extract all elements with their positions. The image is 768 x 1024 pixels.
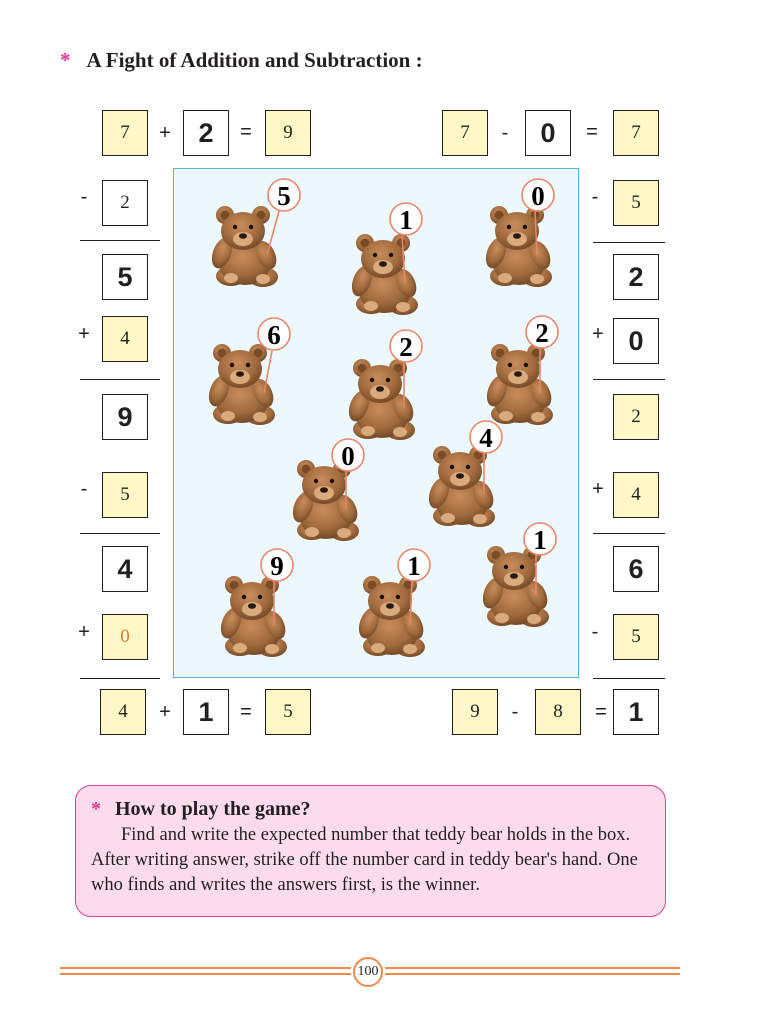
left-chain-value-4: 4 bbox=[102, 546, 148, 592]
left-divider-2 bbox=[80, 379, 160, 380]
right-bottom-result: 1 bbox=[613, 689, 659, 735]
right-chain-value-0: 0 bbox=[613, 318, 659, 364]
star-bullet-icon: * bbox=[60, 48, 71, 72]
right-op-plus-2: + bbox=[592, 478, 604, 500]
right-top-result[interactable]: 7 bbox=[613, 110, 659, 156]
bear-number[interactable]: 2 bbox=[535, 318, 549, 348]
how-to-play-title bbox=[91, 798, 651, 821]
right-chain-value-2a: 2 bbox=[613, 254, 659, 300]
footer-rule-left-bottom bbox=[60, 973, 351, 975]
teddy-bear-2 bbox=[329, 199, 459, 329]
page-number: 100 bbox=[353, 957, 383, 987]
right-bottom-minuend[interactable]: 9 bbox=[452, 689, 498, 735]
footer-rule-left-top bbox=[60, 967, 351, 969]
teddy-bear-7 bbox=[270, 425, 400, 555]
right-chain-answer-3[interactable]: 4 bbox=[613, 472, 659, 518]
left-divider-3 bbox=[80, 533, 160, 534]
bear-number[interactable]: 1 bbox=[407, 551, 421, 581]
left-chain-value-5: 5 bbox=[102, 254, 148, 300]
right-op-minus-2: - bbox=[591, 621, 599, 643]
bear-number[interactable]: 5 bbox=[277, 181, 291, 211]
right-op-minus-1: - bbox=[591, 186, 599, 208]
left-chain-answer-3[interactable]: 5 bbox=[102, 472, 148, 518]
left-chain-value-9: 9 bbox=[102, 394, 148, 440]
left-bottom-equals: = bbox=[240, 701, 252, 723]
teddy-bear-10 bbox=[336, 541, 466, 671]
left-chain-answer-4[interactable]: 0 bbox=[102, 614, 148, 660]
right-bottom-subtrahend[interactable]: 8 bbox=[535, 689, 581, 735]
left-chain-answer-1[interactable]: 2 bbox=[102, 180, 148, 226]
left-top-addend-b: 2 bbox=[183, 110, 229, 156]
bear-number[interactable]: 0 bbox=[531, 181, 545, 211]
star-bullet-icon: * bbox=[91, 798, 101, 820]
page-title bbox=[60, 48, 423, 73]
left-divider-1 bbox=[80, 240, 160, 241]
left-bottom-operator: + bbox=[159, 701, 171, 723]
right-bottom-equals: = bbox=[595, 701, 607, 723]
right-top-subtrahend: 0 bbox=[525, 110, 571, 156]
left-op-plus-1: + bbox=[78, 323, 90, 345]
teddy-bear-field bbox=[173, 168, 579, 678]
how-to-play-box bbox=[75, 785, 666, 917]
left-op-minus-1: - bbox=[80, 186, 88, 208]
right-divider-2 bbox=[593, 379, 665, 380]
page-title-text: A Fight of Addition and Subtraction : bbox=[86, 48, 423, 72]
left-top-addend-a: 7 bbox=[102, 110, 148, 156]
left-bottom-result[interactable]: 5 bbox=[265, 689, 311, 735]
teddy-bear-1 bbox=[189, 171, 319, 301]
left-op-plus-2: + bbox=[78, 621, 90, 643]
left-divider-4 bbox=[80, 678, 160, 679]
bear-number[interactable]: 9 bbox=[270, 551, 284, 581]
bear-number[interactable]: 1 bbox=[399, 205, 413, 235]
right-chain-value-6: 6 bbox=[613, 546, 659, 592]
teddy-bear-9 bbox=[198, 541, 328, 671]
bear-number[interactable]: 2 bbox=[399, 332, 413, 362]
left-chain-answer-2[interactable]: 4 bbox=[102, 316, 148, 362]
bear-number[interactable]: 4 bbox=[479, 423, 493, 453]
right-top-equals: = bbox=[586, 121, 598, 143]
bear-number[interactable]: 0 bbox=[341, 441, 355, 471]
teddy-bear-11 bbox=[460, 511, 590, 641]
footer-rule-right-bottom bbox=[385, 973, 680, 975]
right-bottom-operator: - bbox=[511, 701, 519, 723]
footer-rule-right-top bbox=[385, 967, 680, 969]
how-to-play-title-text: How to play the game? bbox=[115, 798, 311, 820]
bear-number[interactable]: 1 bbox=[533, 525, 547, 555]
right-chain-answer-1[interactable]: 5 bbox=[613, 180, 659, 226]
right-chain-answer-2[interactable]: 2 bbox=[613, 394, 659, 440]
left-bottom-addend-a[interactable]: 4 bbox=[100, 689, 146, 735]
left-op-minus-2: - bbox=[80, 478, 88, 500]
left-bottom-addend-b: 1 bbox=[183, 689, 229, 735]
right-divider-1 bbox=[593, 242, 665, 243]
bear-number[interactable]: 6 bbox=[267, 320, 281, 350]
right-chain-answer-4[interactable]: 5 bbox=[613, 614, 659, 660]
left-top-equals: = bbox=[240, 121, 252, 143]
right-divider-3 bbox=[593, 533, 665, 534]
right-top-minuend: 7 bbox=[442, 110, 488, 156]
teddy-bear-4 bbox=[186, 309, 316, 439]
left-top-operator: + bbox=[159, 122, 171, 144]
right-divider-4 bbox=[593, 678, 665, 679]
teddy-bear-3 bbox=[463, 171, 593, 301]
left-top-result[interactable]: 9 bbox=[265, 110, 311, 156]
right-op-plus-1: + bbox=[592, 323, 604, 345]
right-top-operator: - bbox=[501, 122, 509, 144]
how-to-play-instructions: Find and write the expected number that teddy bear holds in the box. After writing answer, strike off the number card in teddy bear's hand. One who finds and writes the answers first, is the winner. bbox=[91, 825, 638, 895]
